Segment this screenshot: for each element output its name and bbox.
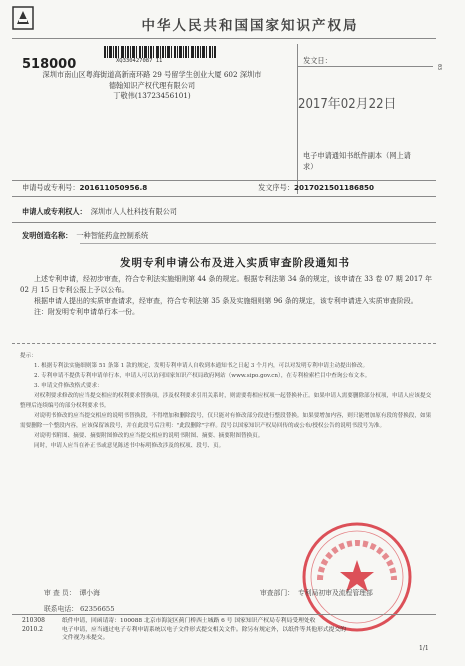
footer-rule bbox=[12, 614, 436, 615]
tip-3b: 对说明书修改的应当提交相应的说明书替换段，不得增加和删除段号，仅只能对有修改部分段进行整段替换。如果要增加内容，则只能增加原有段的替换段，如果需要删除一个整段内容，应该保留该段号，并在此段号后注明："此段删除"字样。段号以国家知识产权局回传的或公布/授权公告的说明书段号为准。 bbox=[20, 413, 432, 429]
examiner-label: 审 查 员： bbox=[44, 589, 76, 597]
tip-2: 2. 专利申请不提供专利申请单行本，申请人可以访问国家知识产权局政府网站（www.sipo.gov.cn），在专利检索栏目中查询公布文本。 bbox=[34, 373, 371, 379]
footer-note-3: 文件视为未提交。 bbox=[62, 635, 109, 641]
recipient-contact: 丁敬伟(13723456101) bbox=[113, 91, 191, 100]
tips-section bbox=[20, 351, 432, 451]
body-paragraph-1: 上述专利申请，经初步审查，符合专利法实施细则第 44 条的规定。根据专利法第 34 条的规定，该申请在 33 卷 07 期 2017 年 02 月 15 日专利公报上予以公布。 bbox=[20, 275, 432, 294]
footer-notes bbox=[62, 617, 434, 643]
applicant-label: 申请人或专利权人： bbox=[22, 207, 87, 216]
form-code-2: 2010.2 bbox=[22, 625, 43, 633]
office-title: 中华人民共和国国家知识产权局 bbox=[141, 18, 359, 34]
address-line-2: 德翰知识产权代理有限公司 bbox=[108, 80, 196, 90]
barcode-number: XQ330427087 11 bbox=[116, 58, 163, 64]
applicant-name: 深圳市人人杜科技有限公司 bbox=[90, 207, 177, 216]
footer-note-2: 电子申请，应当通过电子专利申请系统以电子文件形式提交相关文件。除另有规定外，以纸件等其他形式提交的 bbox=[62, 626, 347, 633]
examiner-name: 谭小海 bbox=[79, 589, 100, 597]
body-paragraph-3: 注：附发明专利申请单行本一份。 bbox=[34, 308, 139, 316]
department-label: 审查部门： bbox=[260, 589, 294, 597]
date-rule bbox=[297, 66, 433, 67]
recipient-address bbox=[17, 70, 287, 102]
tips-rule bbox=[12, 343, 436, 344]
applicant-row bbox=[22, 207, 177, 217]
header-rule bbox=[12, 38, 436, 39]
tip-3c: 对说明书附图、摘要、摘要附图修改的应当提交相应的说明书附图、摘要、摘要附图替换页。 bbox=[34, 433, 264, 439]
form-code-1: 210308 bbox=[22, 617, 45, 624]
serial-number: 2017021501186850 bbox=[293, 183, 374, 192]
barcode bbox=[104, 46, 216, 58]
notice-body bbox=[20, 274, 432, 318]
application-number: 201611050956.8 bbox=[79, 183, 148, 192]
page-number: 1/1 bbox=[419, 645, 429, 652]
tip-3d: 同时，申请人应当在补正书或意见陈述书中标明修改涉及的权项、段号、页。 bbox=[34, 443, 225, 449]
application-number-label: 申请号或专利号： bbox=[22, 183, 80, 192]
tip-3a: 对权利要求修改的应当提交相应的权利要求替换项，涉及权利要求引用关系时，则需要将相应权项一起替换补正。如果申请人需要删除部分权项，申请人应该提交整理后连续编号的部分权利要求书。 bbox=[20, 393, 432, 409]
examiner-row bbox=[44, 587, 100, 597]
serial-number-row bbox=[258, 183, 374, 193]
dispatch-date: 2017年02月22日 bbox=[298, 97, 397, 112]
phone-label: 联系电话： bbox=[44, 605, 78, 613]
side-code: 03 bbox=[436, 64, 442, 71]
invention-label: 发明创造名称： bbox=[22, 231, 73, 240]
body-paragraph-2: 根据申请人提出的实质审查请求，经审查，符合专利法第 35 条及实施细则第 96 条的规定，该专利申请进入实质审查阶段。 bbox=[34, 297, 418, 305]
application-number-row bbox=[22, 183, 147, 193]
postcode: 518000 bbox=[22, 57, 77, 72]
phone-number: 62356655 bbox=[79, 605, 115, 613]
invention-row bbox=[22, 231, 148, 241]
tip-1: 1. 根据专利法实施细则第 51 条第 1 款的规定，发明专利申请人自收到本通知书之日起 3 个月内，可以对发明专利申请主动提出修改。 bbox=[34, 363, 369, 369]
fields-rule-1 bbox=[12, 196, 436, 197]
tip-3: 3. 申请文件修改格式要求： bbox=[34, 383, 103, 389]
notice-title: 发明专利申请公布及进入实质审查阶段通知书 bbox=[120, 257, 350, 269]
phone-row bbox=[44, 603, 115, 613]
department-row bbox=[260, 587, 373, 597]
dispatch-date-label: 发文日： bbox=[303, 56, 332, 65]
department-name: 专利局初审及流程管理部 bbox=[297, 589, 373, 597]
form-codes bbox=[22, 617, 45, 634]
address-line-1: 深圳市南山区粤海街道高新南环路 29 号留学生创业大厦 602 深圳市 bbox=[42, 70, 262, 79]
tips-heading: 提示： bbox=[20, 353, 37, 359]
invention-title: 一种智能药盒控制系统 bbox=[76, 231, 149, 240]
fields-rule-2 bbox=[12, 222, 436, 223]
serial-number-label: 发文序号： bbox=[258, 183, 294, 192]
electronic-notice-text: 电子申请通知书纸件副本（网上请求） bbox=[303, 151, 411, 171]
fields-top-rule bbox=[12, 180, 436, 181]
invention-underline bbox=[80, 243, 436, 244]
cnipa-logo bbox=[12, 6, 34, 30]
footer-note-1: 纸件申请，回函请寄：100088 北京市海淀区蓟门桥西土城路 6 号 国家知识产权局专利局受理处收 bbox=[62, 618, 316, 624]
